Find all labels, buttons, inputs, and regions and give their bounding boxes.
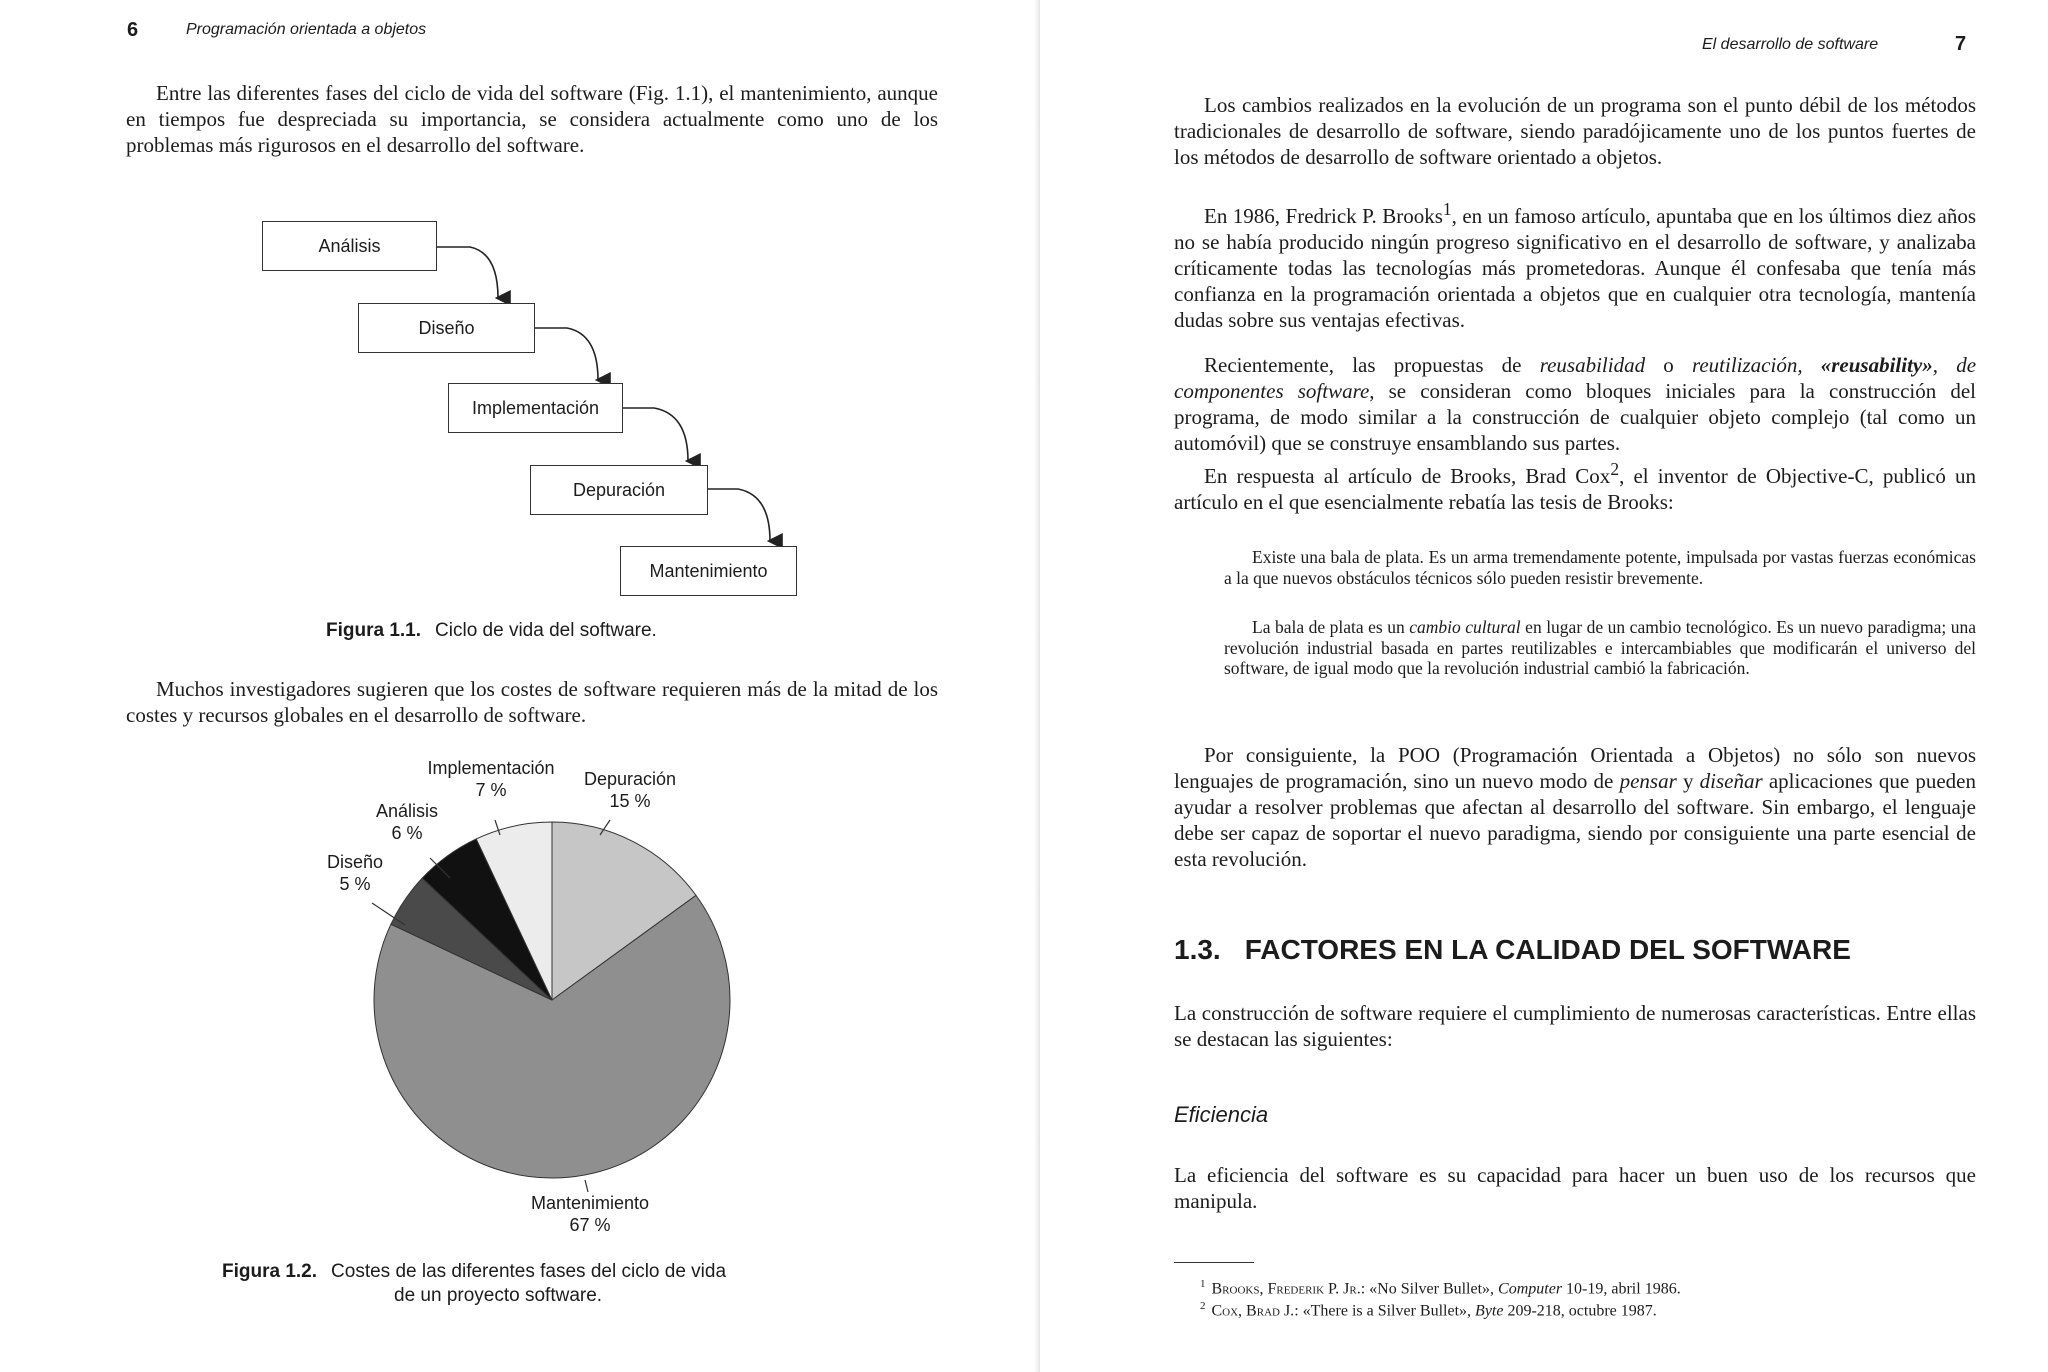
pie-label-diseno xyxy=(316,851,394,895)
pie-label-depuracion xyxy=(565,768,695,812)
pie-label-mantenimiento xyxy=(515,1192,665,1236)
pie-label-diseno-value: 5 % xyxy=(339,874,371,894)
right-page xyxy=(1040,0,2048,1372)
running-title: El desarrollo de software xyxy=(1702,36,1879,53)
intro-paragraph: Entre las diferentes fases del ciclo de vida del software (Fig. 1.1), el mantenimiento, aunque en tiempos fue despreciada su importancia, se considera actualmente como uno de los problemas más rigurosos en el desarrollo del software. xyxy=(126,81,938,157)
quote-2-a: La bala de plata es un xyxy=(1252,617,1410,637)
footnote-1-rest: 10-19, abril 1986. xyxy=(1562,1280,1681,1298)
paragraph-3 xyxy=(1174,352,1976,456)
paragraph-7: La eficiencia del software es su capacidad para hacer un buen uso de los recursos que manipula. xyxy=(1174,1163,1976,1213)
footnote-rule xyxy=(1174,1262,1254,1263)
paragraph-2-b: , en un famoso artículo, apuntaba que en los últimos diez años no se había producido ningún progreso significativo en el desarrollo de software, y analizaba críticamente todas las tecnologías más prometedoras. Aunque él confesaba que tenía más confianza en la programación orientada a objetos que en cualquier otra tecnología, mantenía dudas sobre sus ventajas efectivas. xyxy=(1174,204,1976,332)
paragraph-1: Los cambios realizados en la evolución de un programa son el punto débil de los métodos tradicionales de desarrollo de software, siendo paradójicamente uno de los puntos fuertes de los métodos de desarrollo de software orientado a objetos. xyxy=(1174,93,1976,169)
leader-mantenimiento xyxy=(585,1180,588,1192)
footnote-2-author: Cox, Brad J. xyxy=(1211,1302,1295,1320)
pie-label-implementacion-name: Implementación xyxy=(427,758,555,778)
running-title: Programación orientada a objetos xyxy=(186,21,427,38)
paragraph-4-b: , el inventor de Objective-C, publicó un artículo en el que esencialmente rebatía las tesis de Brooks: xyxy=(1174,464,1976,514)
footnote-1-num: 1 xyxy=(1200,1278,1206,1290)
paragraph-3-reusability: «reusability» xyxy=(1820,353,1933,377)
pie-label-analisis-value: 6 % xyxy=(391,823,423,843)
quote-2 xyxy=(1224,617,1976,679)
paragraph-3-c: , se consideran como bloques iniciales para la construcción del programa, de modo similar a la construcción de cualquier objeto complejo (tal como un automóvil) que se construye ensamblando sus partes. xyxy=(1174,379,1977,455)
figure-1-label: Figura 1.1. xyxy=(326,620,422,641)
figure-2-label: Figura 1.2. xyxy=(222,1261,318,1282)
footnote-2-rest: 209-218, octubre 1987. xyxy=(1503,1302,1657,1320)
pie-label-mantenimiento-value: 67 % xyxy=(569,1215,611,1235)
figure-2-caption-line2: de un proyecto software. xyxy=(394,1285,603,1306)
footnote-1-author: Brooks, Frederik P. Jr. xyxy=(1211,1280,1361,1298)
quote-2-b: en lugar de un cambio tecnológico. Es un nuevo paradigma; una revolución industrial basada en partes reutilizables e intercambiables que modificarán el universo del software, de igual modo que la revolución industrial cambió la fabricación. xyxy=(1224,617,1976,678)
paragraph-3-reusabilidad: reusabilidad xyxy=(1539,353,1646,377)
paragraph-5-disenar: diseñar xyxy=(1699,769,1763,793)
step-diseno: Diseño xyxy=(358,303,535,353)
pie-label-analisis xyxy=(362,800,452,844)
pie-label-implementacion xyxy=(416,757,566,801)
paragraph-3-o: o xyxy=(1645,353,1692,377)
section-number: 1.3. xyxy=(1174,934,1221,965)
footnote-2 xyxy=(1200,1296,1657,1321)
pie-label-implementacion-value: 7 % xyxy=(475,780,507,800)
paragraph-3-a: Recientemente, las propuestas de xyxy=(1204,353,1540,377)
middle-paragraph: Muchos investigadores sugieren que los costes de software requieren más de la mitad de los costes y recursos globales en el desarrollo de software. xyxy=(126,677,938,727)
paragraph-4-a: En respuesta al artículo de Brooks, Brad Cox xyxy=(1204,464,1611,488)
subsection-heading: Eficiencia xyxy=(1174,1102,1269,1127)
paragraph-4 xyxy=(1174,456,1976,515)
footnote-2-title: : «There is a Silver Bullet», xyxy=(1294,1302,1476,1320)
step-analisis: Análisis xyxy=(262,221,437,271)
step-mantenimiento: Mantenimiento xyxy=(620,546,797,596)
paragraph-3-reutilizacion: reutilización, xyxy=(1691,353,1821,377)
paragraph-2 xyxy=(1174,196,1976,333)
step-implementacion: Implementación xyxy=(448,383,623,433)
pie-label-depuracion-value: 15 % xyxy=(609,791,651,811)
paragraph-6: La construcción de software requiere el cumplimiento de numerosas características. Entre ellas se destacan las siguientes: xyxy=(1174,1001,1976,1051)
paragraph-5 xyxy=(1174,742,1976,872)
footnote-ref-2: 2 xyxy=(1610,459,1620,479)
footnote-1-journal: Computer xyxy=(1498,1280,1563,1298)
footnote-2-journal: Byte xyxy=(1475,1302,1504,1320)
page-number: 6 xyxy=(127,19,139,41)
paragraph-5-pensar: pensar xyxy=(1619,769,1677,793)
footnote-2-num: 2 xyxy=(1200,1300,1206,1312)
pie-label-mantenimiento-name: Mantenimiento xyxy=(530,1193,650,1213)
pie-label-depuracion-name: Depuración xyxy=(583,769,677,789)
page-number: 7 xyxy=(1955,33,1967,55)
pie-label-analisis-name: Análisis xyxy=(375,801,439,821)
section-title: FACTORES EN LA CALIDAD DEL SOFTWARE xyxy=(1244,934,1851,965)
figure-2-caption xyxy=(222,1259,726,1285)
figure-1-text: Ciclo de vida del software. xyxy=(435,620,657,641)
section-heading xyxy=(1174,934,1851,966)
paragraph-3-componentes: , de componentes software xyxy=(1174,353,1977,403)
quote-1: Existe una bala de plata. Es un arma tremendamente potente, impulsada por vastas fuerzas económicas a la que nuevos obstáculos técnicos sólo pueden resistir brevemente. xyxy=(1224,547,1976,588)
footnote-ref-1: 1 xyxy=(1442,199,1452,219)
paragraph-5-y: y xyxy=(1676,769,1700,793)
pie-label-diseno-name: Diseño xyxy=(326,852,384,872)
paragraph-2-a: En 1986, Fredrick P. Brooks xyxy=(1204,204,1443,228)
paragraph-5-a: Por consiguiente, la POO (Programación Orientada a Objetos) no sólo son nuevos lenguajes de programación, sino un nuevo modo de xyxy=(1174,743,1976,793)
paragraph-5-c: aplicaciones que pueden ayudar a resolver problemas que afectan al desarrollo del software. Sin embargo, el lenguaje debe ser capaz de soportar el nuevo paradigma, siendo por consiguiente una parte esencial de esta revolución. xyxy=(1174,769,1976,871)
figure-2-line1: Costes de las diferentes fases del ciclo de vida xyxy=(331,1261,727,1282)
footnote-1-title: : «No Silver Bullet», xyxy=(1360,1280,1499,1298)
step-depuracion: Depuración xyxy=(530,465,708,515)
quote-2-cambio-cultural: cambio cultural xyxy=(1409,617,1521,637)
